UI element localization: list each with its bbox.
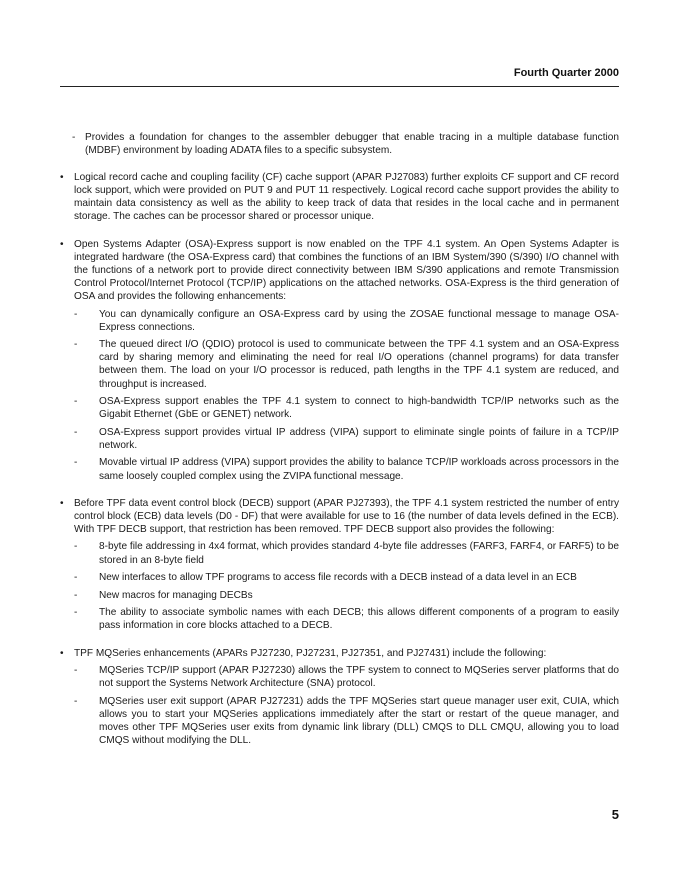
sub-item-text: OSA-Express support provides virtual IP address (VIPA) support to eliminate single points of failure in a TCP/IP network.	[99, 426, 619, 451]
sub-item-text: The ability to associate symbolic names with each DECB; this allows different components of a program to easily pass information in core blocks attached to a DECB.	[99, 607, 619, 632]
sub-item-text: 8-byte file addressing in 4x4 format, which provides standard 4-byte file addresses (FARF3, FARF4, or FARF5) to be stored in an 8-byte field	[99, 541, 619, 566]
bullet-text: TPF MQSeries enhancements (APARs PJ27230, PJ27231, PJ27351, and PJ27431) include the following:	[74, 647, 547, 659]
bullet-text: Open Systems Adapter (OSA)-Express support is now enabled on the TPF 4.1 system. An Open Systems Adapter is integrated hardware (the OSA-Express card) that combines the functions of an IBM System/390 (S/390) I/O channel with the functions of a network port to provide direct connectivity between IBM S/390 applications and remote Transmission Control Protocol/Internet Protocol (TCP/IP) applications on the attached networks. OSA-Express is the third generation of OSA and provides the following enhancements:	[74, 238, 619, 302]
page-body	[60, 131, 619, 752]
dash-marker: -	[74, 396, 78, 408]
sub-item	[74, 606, 619, 632]
sub-item-text: MQSeries TCP/IP support (APAR PJ27230) allows the TPF system to connect to MQSeries server platforms that do not support the Systems Network Architecture (SNA) protocol.	[99, 665, 619, 690]
sub-list	[74, 664, 619, 747]
dash-marker: -	[74, 665, 78, 677]
bullet-item	[60, 647, 619, 748]
running-header: Fourth Quarter 2000	[513, 67, 619, 79]
sub-item	[74, 589, 619, 602]
dash-marker: -	[72, 132, 76, 143]
dash-marker: -	[74, 457, 78, 469]
bullet-marker: •	[60, 497, 64, 509]
sub-item-text: Provides a foundation for changes to the assembler debugger that enable tracing in a multiple database function (MDBF) environment by loading ADATA files to a specific subsystem.	[85, 132, 619, 157]
dash-marker: -	[74, 572, 78, 584]
sub-item-text: New macros for managing DECBs	[99, 589, 253, 601]
sub-item-text: OSA-Express support enables the TPF 4.1 system to connect to high-bandwidth TCP/IP networks such as the Gigabit Ethernet (GbE or GENET) network.	[99, 396, 619, 421]
page-number: 5	[611, 807, 619, 822]
sub-item-text: Movable virtual IP address (VIPA) support provides the ability to balance TCP/IP workloads across processors in the same loosely coupled complex using the ZVIPA functional message.	[99, 457, 619, 482]
sub-list	[74, 540, 619, 632]
sub-item	[74, 664, 619, 690]
bullet-item	[60, 238, 619, 483]
dash-marker: -	[74, 607, 78, 619]
sub-item	[74, 426, 619, 452]
sub-item	[74, 456, 619, 482]
dash-marker: -	[74, 339, 78, 351]
sub-list	[74, 308, 619, 483]
bullet-text: Logical record cache and coupling facility (CF) cache support (APAR PJ27083) further exploits CF support and CF record lock support, which were provided on PUT 9 and PUT 11 respectively. Logical record cache support provides the ability to maintain data consistency as well as the ability to keep track of data that resides in the local cache and in permanent storage. The caches can be processor shared or processor unique.	[74, 172, 619, 223]
sub-item	[74, 571, 619, 584]
sub-item-text: MQSeries user exit support (APAR PJ27231) adds the TPF MQSeries start queue manager user exit, CUIA, which allows you to start your MQSeries applications immediately after the start or restart of the queue manager, and moves other TPF MQSeries user exits from dynamic link library (DLL) CMQS to DLL CMQU, allowing you to load CMQS without modifying the DLL.	[99, 695, 619, 747]
sub-item	[74, 540, 619, 566]
bullet-marker: •	[60, 647, 64, 659]
dash-marker: -	[74, 695, 78, 707]
sub-item	[60, 131, 619, 157]
sub-item-text: New interfaces to allow TPF programs to access file records with a DECB instead of a data level in an ECB	[99, 572, 577, 584]
header-rule	[60, 86, 619, 87]
bullet-item	[60, 497, 619, 633]
sub-item	[74, 395, 619, 421]
bullet-text: Before TPF data event control block (DECB) support (APAR PJ27393), the TPF 4.1 system restricted the number of entry control block (ECB) data levels (D0 - DF) that were available for use to 16 (the number of data levels defined in the ECB). With TPF DECB support, that restriction has been removed. TPF DECB support also provides the following:	[74, 497, 619, 535]
bullet-list	[60, 171, 619, 747]
dash-marker: -	[74, 541, 78, 553]
bullet-marker: •	[60, 172, 64, 184]
sub-item	[74, 695, 619, 747]
dash-marker: -	[74, 426, 78, 438]
sub-item	[74, 338, 619, 390]
bullet-item	[60, 171, 619, 223]
dash-marker: -	[74, 308, 78, 320]
sub-item-text: The queued direct I/O (QDIO) protocol is used to communicate between the TPF 4.1 system and an OSA-Express card by sharing memory and eliminating the need for real I/O operations (channel programs) for data transfer between them. The load on your I/O processor is reduced, path lengths in the TPF 4.1 system are reduced, and throughput is increased.	[99, 339, 619, 390]
dash-marker: -	[74, 589, 78, 601]
sub-item-text: You can dynamically configure an OSA-Express card by using the ZOSAE functional message to manage OSA-Express connections.	[99, 308, 619, 333]
sub-item	[74, 308, 619, 334]
bullet-marker: •	[60, 238, 64, 250]
